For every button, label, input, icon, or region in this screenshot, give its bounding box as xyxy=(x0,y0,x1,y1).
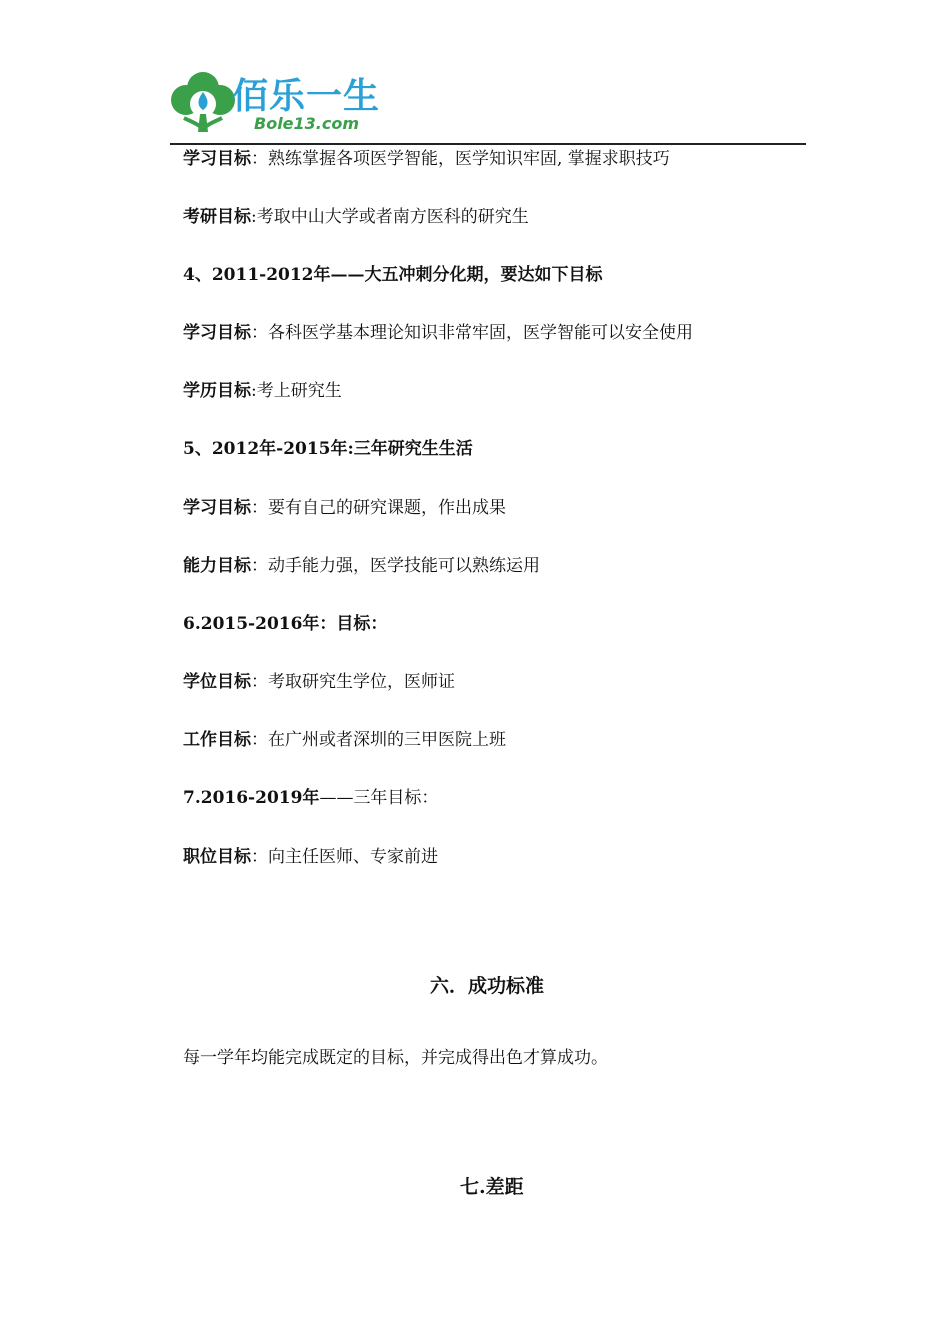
brand-domain: Bole13.com xyxy=(254,114,360,133)
goal-line: 学位目标：考取研究生学位，医师证 xyxy=(183,672,455,692)
header-rule xyxy=(170,143,806,145)
goal-line: 工作目标：在广州或者深圳的三甲医院上班 xyxy=(183,730,506,750)
goal-line: 学习目标：熟练掌握各项医学智能，医学知识牢固, 掌握求职技巧 xyxy=(183,149,670,169)
page-header xyxy=(160,62,806,146)
goal-line: 能力目标：动手能力强，医学技能可以熟练运用 xyxy=(183,556,540,576)
goal-line: 考研目标:考取中山大学或者南方医科的研究生 xyxy=(183,207,529,227)
tree-logo-icon xyxy=(166,66,240,140)
section-body: 每一学年均能完成既定的目标，并完成得出色才算成功。 xyxy=(183,1048,608,1068)
goal-line: 学历目标:考上研究生 xyxy=(183,381,342,401)
phase-heading: 4、2011-2012年——大五冲刺分化期，要达如下目标 xyxy=(183,265,603,285)
section-heading-gap: 七.差距 xyxy=(460,1176,524,1198)
goal-line: 职位目标：向主任医师、专家前进 xyxy=(183,847,438,867)
phase-heading: 5、2012年-2015年:三年研究生生活 xyxy=(183,439,473,459)
section-heading-success: 六．成功标准 xyxy=(430,975,545,997)
phase-heading: 7.2016-2019年——三年目标： xyxy=(183,788,439,808)
phase-heading: 6.2015-2016年：目标： xyxy=(183,614,388,634)
goal-line: 学习目标：各科医学基本理论知识非常牢固，医学智能可以安全使用 xyxy=(183,323,693,343)
goal-line: 学习目标：要有自己的研究课题，作出成果 xyxy=(183,498,506,518)
brand-name: 佰乐一生 xyxy=(232,76,381,117)
